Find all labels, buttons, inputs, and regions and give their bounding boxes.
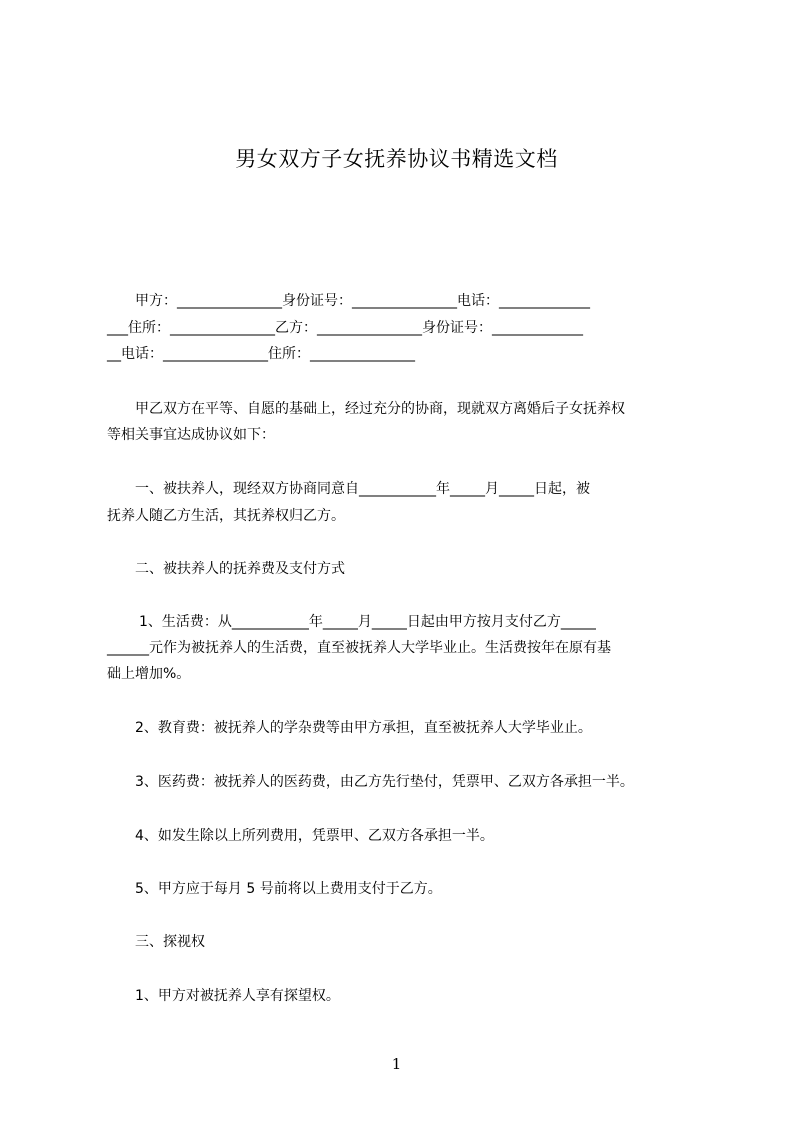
- section2-item1-line-1: 1、生活费：从___________年_____月_____日起由甲方按月支付乙方_____: [139, 614, 596, 630]
- section2-item3: 3、医药费：被抚养人的医药费，由乙方先行垫付，凭票甲、乙双方各承担一半。: [135, 774, 634, 790]
- section1-line-2: 抚养人随乙方生活，其抚养权归乙方。: [107, 508, 345, 524]
- intro-line-2: 等相关事宜达成协议如下：: [107, 427, 275, 443]
- section2-item4: 4、如发生除以上所列费用，凭票甲、乙双方各承担一半。: [135, 828, 494, 844]
- section2-item5: 5、甲方应于每月 5 号前将以上费用支付于乙方。: [135, 881, 442, 897]
- section2-item1-line-2: ______元作为被抚养人的生活费，直至被抚养人大学毕业止。生活费按年在原有基: [107, 640, 611, 656]
- section2-heading: 二、被扶养人的抚养费及支付方式: [135, 561, 345, 577]
- intro-line-1: 甲乙双方在平等、自愿的基础上，经过充分的协商，现就双方离婚后子女抚养权: [135, 401, 625, 417]
- document-title: 男女双方子女抚养协议书精选文档: [235, 147, 558, 171]
- parties-line-2: ___住所：_______________乙方：_______________身份证号：_____________: [107, 320, 583, 336]
- page-number: 1: [391, 1055, 402, 1073]
- parties-line-1: 甲方：_______________身份证号：_______________电话：_____________: [135, 293, 590, 309]
- section1-line-1: 一、被扶养人，现经双方协商同意自___________年_____月_____日起，被: [135, 481, 590, 497]
- section2-item2: 2、教育费：被抚养人的学杂费等由甲方承担，直至被抚养人大学毕业止。: [135, 720, 592, 736]
- section2-item1-line-3: 础上增加%。: [107, 666, 191, 682]
- section3-item1: 1、甲方对被抚养人享有探望权。: [135, 988, 340, 1004]
- parties-line-3: __电话：_______________住所：_______________: [107, 346, 415, 362]
- section3-heading: 三、探视权: [135, 934, 205, 950]
